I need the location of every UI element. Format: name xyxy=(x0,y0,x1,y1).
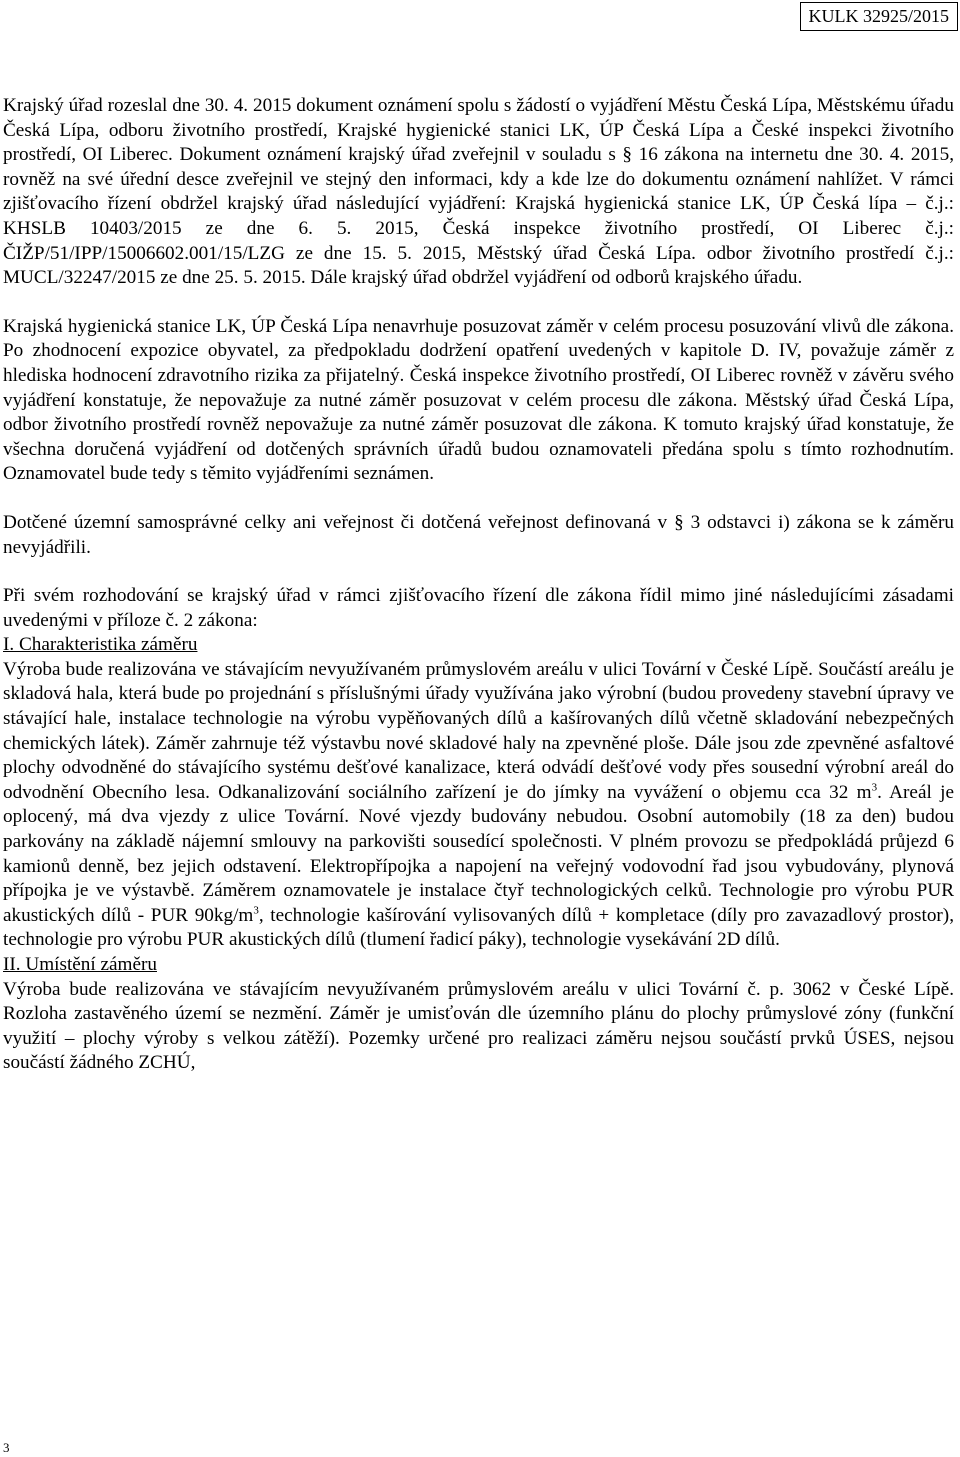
paragraph-authority-statements: Krajská hygienická stanice LK, ÚP Česká Lípa nenavrhuje posuzovat záměr v celém procesu posuzování vlivů dle zákona. Po zhodnocení expozice obyvatel, za předpokladu dodržení opatření uvedených v kapitole D. IV, považuje záměr z hlediska hodnocení zdravotního rizika za přijatelný. Česká inspekce životního prostředí, OI Liberec rovněž v závěru svého vyjádření konstatuje, že nepovažuje za nutné záměr posuzovat v celém procesu dle zákona. Městský úřad Česká Lípa, odbor životního prostředí rovněž nepovažuje za nutné záměr posuzovat dle zákona. K tomuto krajský úřad konstatuje, že všechna doručená vyjádření od dotčených správních úřadů budou oznamovateli předána spolu s tímto rozhodnutím. Oznamovatel bude tedy s těmito vyjádřeními seznámen. xyxy=(3,315,954,485)
paragraph-distribution: Krajský úřad rozeslal dne 30. 4. 2015 dokument oznámení spolu s žádostí o vyjádření Městu Česká Lípa, Městskému úřadu Česká Lípa, odboru životního prostředí, Krajské hygienické stanici LK, ÚP Česká Lípa a České inspekci životního prostředí, OI Liberec. Dokument oznámení krajský úřad zveřejnil v souladu s § 16 zákona na internetu dne 30. 4. 2015, rovněž na své úřední desce zveřejnil ve stejný den informaci, kdy a kde lze do dokumentu oznámení nahlížet. V rámci zjišťovacího řízení obdržel krajský úřad následující vyjádření: Krajská hygienická stanice LK, ÚP Česká lípa – č.j.: KHSLB 10403/2015 ze dne 6. 5. 2015, Česká inspekce životního prostředí, OI Liberec č.j.: ČIŽP/51/IPP/15006602.001/15/LZG ze dne 15. 5. 2015, Městský úřad Česká Lípa. odbor životního prostředí č.j.: MUCL/32247/2015 ze dne 25. 5. 2015. Dále krajský úřad obdržel vyjádření od odborů krajského úřadu. xyxy=(3,95,954,289)
page-number: 3 xyxy=(3,1440,10,1455)
document-reference-number: KULK 32925/2015 xyxy=(800,2,959,31)
superscript-cubic: 3 xyxy=(871,781,878,794)
characteristics-text-part-1: Výroba bude realizována ve stávajícím nevyužívaném průmyslovém areálu v ulici Tovární v České Lípě. Součástí areálu je skladová hala, která bude po projednání s příslušnými úřady využívána jako výrobní (budou provedeny stavební úpravy ve stávající hale, instalace technologie na výrobu vypěňovaných dílů a kašírovaných dílů včetně skladování nebezpečných chemických látek). Záměr zahrnuje též výstavbu nové skladové haly na zpevněné ploše. Dále jsou zde zpevněné asfaltové plochy odvodněné do stávajícího systému dešťové kanalizace, která odvádí dešťové vody přes sousední výrobní areál do odvodnění Obecního lesa. Odkanalizování sociálního zařízení je do jímky na vyvážení o objemu cca 32 m xyxy=(3,658,954,803)
paragraph-characteristics xyxy=(3,658,954,953)
document-body xyxy=(3,94,954,1076)
characteristics-text-part-2: . Areál je oplocený, má dva vjezdy z ulice Tovární. Nové vjezdy budovány nebudou. Osobní automobily (18 za den) budou parkovány na základě nájemní smlouvy na parkovišti sousedící společnosti. V plném provozu se předpokládá průjezd 6 kamionů denně, bez jejich odstavení. Elektropřípojka a napojení na veřejný vodovodní řad jsou vybudovány, plynová přípojka je ve výstavbě. Záměrem oznamovatele je instalace čtyř technologických celků. Technologie pro výrobu PUR akustických dílů - PUR 90kg/m xyxy=(3,781,954,926)
characteristics-text-part-3: , technologie kašírování vylisovaných dílů + kompletace (díly pro zavazadlový prostor), technologie pro výrobu PUR akustických dílů (tlumení řadicí páky), technologie vysekávání 2D dílů. xyxy=(3,904,954,951)
paragraph-municipalities: Dotčené územní samosprávné celky ani veřejnost či dotčená veřejnost definovaná v § 3 odstavci i) zákona se k záměru nevyjádřili. xyxy=(3,511,954,558)
paragraph-location: Výroba bude realizována ve stávajícím nevyužívaném průmyslovém areálu v ulici Tovární č. p. 3062 v České Lípě. Rozloha zastavěného území se nezmění. Záměr je umisťován dle územního plánu do plochy průmyslové zóny (funkční využití – plochy výroby s velkou zátěží). Pozemky určené pro realizaci záměru nejsou součástí prvků ÚSES, nejsou součástí žádného ZCHÚ, xyxy=(3,978,954,1074)
paragraph-principles: Při svém rozhodování se krajský úřad v rámci zjišťovacího řízení dle zákona řídil mimo jiné následujícími zásadami uvedenými v příloze č. 2 zákona: xyxy=(3,585,954,631)
section-heading-characteristics: I. Charakteristika záměru xyxy=(3,634,198,656)
section-heading-location: II. Umístění záměru xyxy=(3,954,157,975)
superscript-cubic: 3 xyxy=(253,904,259,917)
